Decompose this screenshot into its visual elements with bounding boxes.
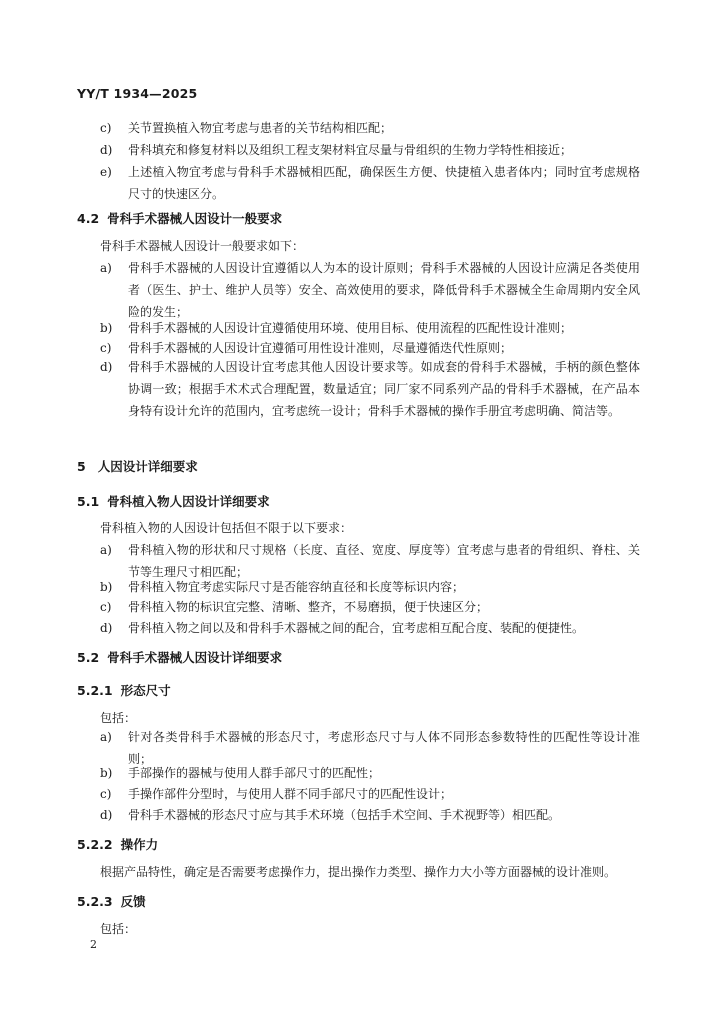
section-heading-5-2-1 [77,681,171,699]
list-text: 骨科植入物宜考虑实际尺寸是否能容纳直径和长度等标识内容； [128,580,465,594]
section-intro: 包括： [100,922,137,936]
list-item [100,356,640,422]
list-label: c) [100,787,112,801]
section-heading-5-2-2 [77,835,158,853]
list-text: 骨科植入物的标识宜完整、清晰、整齐，不易磨损，便于快速区分； [128,600,489,614]
list-item [100,596,640,618]
list-item [100,257,640,323]
section-title: 骨科植入物人因设计详细要求 [107,494,270,509]
list-label: a) [100,730,112,744]
list-item [100,762,640,784]
list-item [100,617,640,639]
section-title: 骨科手术器械人因设计一般要求 [107,211,283,226]
list-item [100,161,640,205]
list-label: d) [100,808,113,822]
section-intro: 骨科植入物的人因设计包括但不限于以下要求： [100,521,353,535]
page-number: 2 [90,938,97,951]
section-number: 5.2.1 [77,683,113,698]
list-text: 骨科植入物的形状和尺寸规格（长度、直径、宽度、厚度等）宜考虑与患者的骨组织、脊柱、关节等生理尺寸相匹配； [128,543,640,579]
list-label: e) [100,165,112,179]
section-title: 骨科手术器械人因设计详细要求 [107,650,283,665]
section-title: 形态尺寸 [120,683,171,698]
section-number: 5 [77,459,86,474]
section-title: 人因设计详细要求 [97,459,198,474]
section-heading-5-2-3 [77,892,146,910]
list-text: 上述植入物宜考虑与骨科手术器械相匹配，确保医生方便、快捷植入患者体内；同时宜考虑规格尺寸的快速区分。 [128,165,640,201]
section-title: 操作力 [120,837,159,852]
list-label: d) [100,360,113,374]
section-number: 5.2.2 [77,837,113,852]
section-intro: 包括： [100,711,137,725]
list-text: 骨科手术器械的人因设计宜遵循可用性设计准则，尽量遵循迭代性原则； [128,341,513,355]
list-item [100,117,640,139]
list-text: 关节置换植入物宜考虑与患者的关节结构相匹配； [128,121,393,135]
list-label: b) [100,580,113,594]
section-number: 4.2 [77,211,100,226]
section-number: 5.2 [77,650,100,665]
list-item [100,317,640,339]
list-label: b) [100,766,113,780]
section-title: 反馈 [120,894,146,909]
list-text: 骨科手术器械的人因设计宜考虑其他人因设计要求等。如成套的骨科手术器械，手柄的颜色整体协调一致；根据手术术式合理配置，数量适宜；同厂家不同系列产品的骨科手术器械，在产品本身特有设计允许的范围内，宜考虑统一设计；骨科手术器械的操作手册宜考虑明确、简洁等。 [128,360,640,418]
list-item [100,783,640,805]
section-heading-4-2 [77,209,282,227]
list-label: d) [100,621,113,635]
section-body: 根据产品特性，确定是否需要考虑操作力，提出操作力类型、操作力大小等方面器械的设计准则。 [100,865,617,879]
list-label: b) [100,321,113,335]
document-code: YY/T 1934—2025 [77,86,198,101]
section-heading-5-2 [77,648,282,666]
list-item [100,139,640,161]
list-label: c) [100,600,112,614]
list-text: 骨科植入物之间以及和骨科手术器械之间的配合，宜考虑相互配合度、装配的便捷性。 [128,621,585,635]
list-label: c) [100,121,112,135]
list-text: 手部操作的器械与使用人群手部尺寸的匹配性； [128,766,381,780]
list-label: a) [100,543,112,557]
list-text: 针对各类骨科手术器械的形态尺寸，考虑形态尺寸与人体不同形态参数特性的匹配性等设计准则； [128,730,640,766]
list-item [100,576,640,598]
list-text: 手操作部件分型时，与使用人群不同手部尺寸的匹配性设计； [128,787,453,801]
section-intro: 骨科手术器械人因设计一般要求如下： [100,239,305,253]
list-label: a) [100,261,112,275]
list-text: 骨科手术器械的人因设计宜遵循以人为本的设计原则；骨科手术器械的人因设计应满足各类使用者（医生、护士、维护人员等）安全、高效使用的要求，降低骨科手术器械全生命周期内安全风险的发生； [128,261,640,319]
list-text: 骨科填充和修复材料以及组织工程支架材料宜尽量与骨组织的生物力学特性相接近； [128,143,573,157]
list-label: d) [100,143,113,157]
section-number: 5.1 [77,494,100,509]
section-number: 5.2.3 [77,894,113,909]
section-heading-5-1 [77,492,270,510]
list-text: 骨科手术器械的人因设计宜遵循使用环境、使用目标、使用流程的匹配性设计准则； [128,321,573,335]
list-item [100,804,640,826]
list-label: c) [100,341,112,355]
section-heading-5 [77,457,198,475]
list-text: 骨科手术器械的形态尺寸应与其手术环境（包括手术空间、手术视野等）相匹配。 [128,808,561,822]
